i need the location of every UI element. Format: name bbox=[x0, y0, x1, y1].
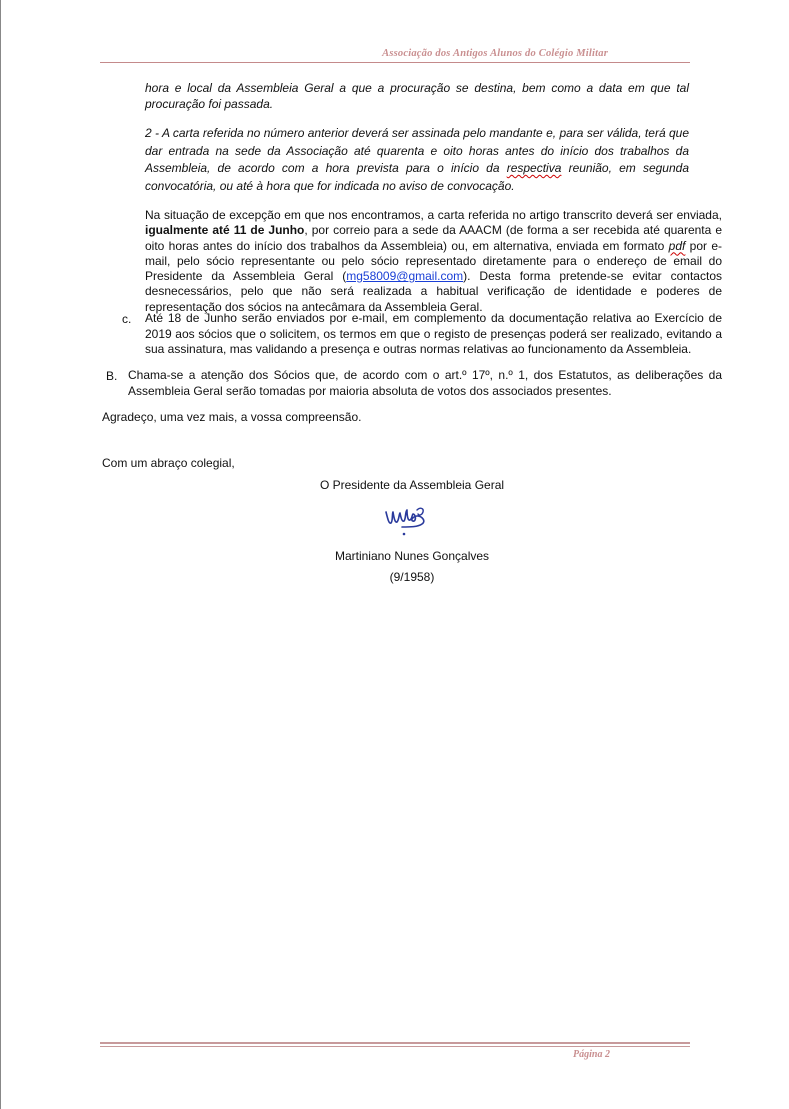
situacao-paragraph bbox=[145, 208, 722, 315]
item-b-text: Chama-se a atenção dos Sócios que, de acordo com o art.º 17º, n.º 1, dos Estatutos, as deliberações da Assembleia Geral serão tomadas por maioria absoluta de votos dos associados presentes. bbox=[128, 368, 722, 398]
footer-rule-thin bbox=[100, 1046, 690, 1047]
header-title: Associação dos Antigos Alunos do Colégio Militar bbox=[382, 48, 608, 59]
item-b-marker: B. bbox=[106, 369, 118, 383]
signatory-number: (9/1958) bbox=[389, 570, 435, 584]
page-header bbox=[100, 48, 690, 63]
pdf-word: pdf bbox=[668, 238, 686, 253]
thanks-text: Agradeço, uma vez mais, a vossa compreensão. bbox=[102, 410, 362, 424]
footer-rule bbox=[100, 1042, 690, 1044]
page-left-edge bbox=[0, 0, 1, 1109]
situacao-text-d: ). Desta forma pretende-se evitar contactos desnecessários, pelo que não será realizada a habitual verificação de identidade e poderes de representação dos sócios na antecâmara da Assembleia Geral. bbox=[145, 269, 722, 314]
signature-role: O Presidente da Assembleia Geral bbox=[319, 478, 505, 492]
quote-continuation: hora e local da Assembleia Geral a que a procuração se destina, bem como a data em que tal procuração foi passada. bbox=[145, 81, 689, 112]
email-link[interactable]: mg58009@gmail.com bbox=[346, 269, 464, 284]
handwritten-signature bbox=[380, 500, 444, 540]
situacao-text-a: Na situação de excepção em que nos encontramos, a carta referida no artigo transcrito deverá ser enviada, bbox=[145, 208, 722, 222]
page-number: Página 2 bbox=[573, 1049, 610, 1060]
situacao-bold: igualmente até 11 de Junho bbox=[145, 223, 305, 238]
header-rule bbox=[100, 62, 690, 63]
spellcheck-word: respectiva bbox=[506, 161, 562, 175]
quote-p2-text-a: 2 - A carta referida no número anterior deverá ser assinada pelo mandante e, para ser válida, terá que dar entrada na sede da Associação até quarenta e oito horas antes do início dos trabalhos da Assembleia, de acordo com a hora prevista para o início da bbox=[145, 126, 689, 175]
closing-text: Com um abraço colegial, bbox=[102, 456, 235, 470]
quote-paragraph-2 bbox=[145, 125, 689, 195]
item-c-marker: c. bbox=[122, 312, 132, 326]
situacao-text-c: por e-mail, pelo sócio representante ou pelo sócio representado diretamente para o endereço de email do Presidente da Assembleia Geral ( bbox=[145, 238, 723, 284]
situacao-text-b: , por correio para a sede da AAACM (de forma a ser recebida até quarenta e oito horas antes do início dos trabalhos da Assembleia) ou, em alternativa, enviada em formato bbox=[145, 223, 722, 253]
quote-p2-text-b: reunião, em segunda convocatória, ou até à hora que for indicada no aviso de convocação. bbox=[145, 161, 689, 193]
signatory-name: Martiniano Nunes Gonçalves bbox=[334, 549, 490, 563]
item-c-text: Até 18 de Junho serão enviados por e-mail, em complemento da documentação relativa ao Exercício de 2019 aos sócios que o solicitem, os termos em que o registo de presenças poderá ser realizado, evitando a sua assinatura, mas validando a presença e outras normas relativas ao funcionamento da Assembleia. bbox=[145, 311, 722, 356]
